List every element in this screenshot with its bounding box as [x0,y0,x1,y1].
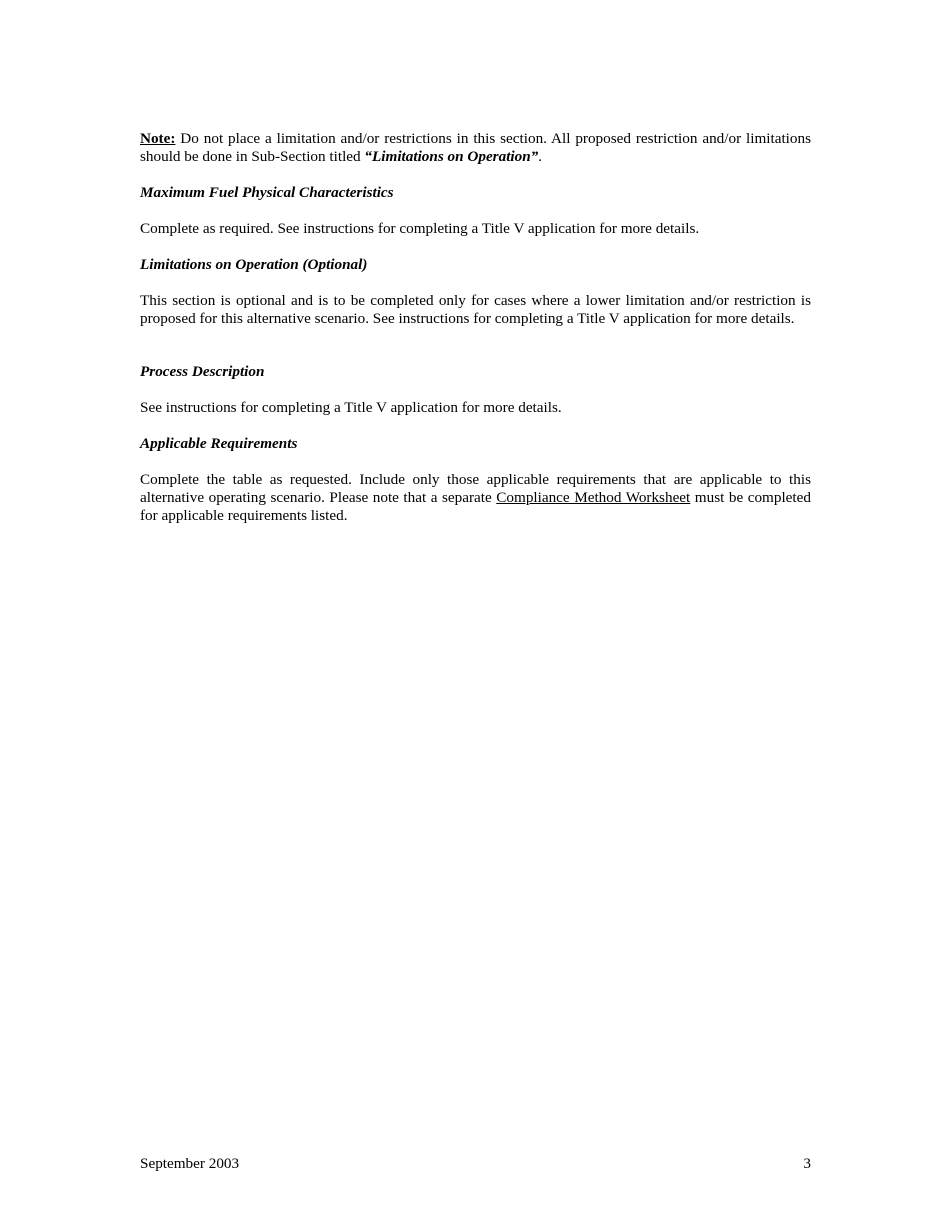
requirements-text-end: must be completed for applicable requirements listed. [140,489,811,524]
compliance-worksheet-link[interactable]: Compliance Method Worksheet [496,489,691,506]
page-footer [140,1155,811,1173]
note-text: Do not place a limitation and/or restrictions in this section. All proposed restriction and/or limitations should be done in Sub-Section titled [140,130,811,165]
body-process: See instructions for completing a Title V application for more details. [140,399,562,416]
footer-page-number: 3 [803,1155,811,1172]
note-paragraph [140,130,811,166]
note-text-end: . [538,148,543,165]
body-requirements [140,471,811,525]
note-label: Note: [140,130,176,147]
note-emphasis: “Limitations on Operation” [364,148,539,165]
document-page [140,130,811,525]
heading-fuel: Maximum Fuel Physical Characteristics [140,184,394,201]
footer-date: September 2003 [140,1155,240,1172]
heading-requirements: Applicable Requirements [140,435,298,452]
body-fuel: Complete as required. See instructions for completing a Title V application for more details. [140,220,700,237]
heading-process: Process Description [140,363,265,380]
requirements-text: Complete the table as requested. Include only those applicable requirements that are applicable to this alternative operating scenario. Please note that a separate [140,471,811,506]
body-limitations: This section is optional and is to be completed only for cases where a lower limitation and/or restriction is proposed for this alternative scenario. See instructions for completing a Title V application for more details. [140,292,811,327]
heading-limitations: Limitations on Operation (Optional) [140,256,368,273]
